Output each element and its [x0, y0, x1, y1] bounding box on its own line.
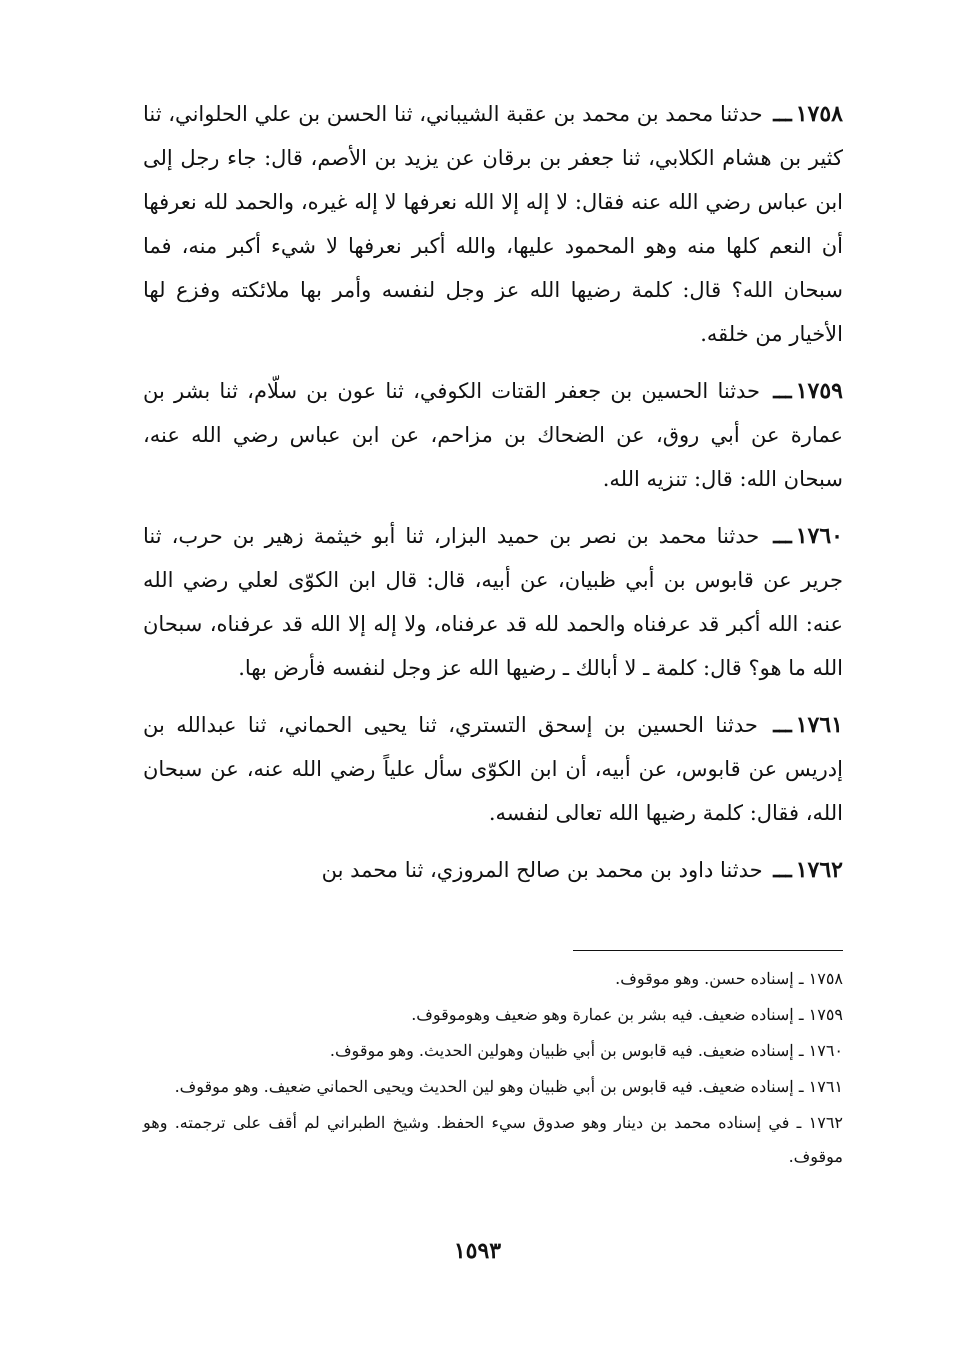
- hadith-text: حدثنا الحسين بن إسحق التستري، ثنا يحيى الحماني، ثنا عبدالله بن إدريس عن قابوس، عن أبيه، أن ابن الكوّى سأل علياً رضي الله عنه، عن سبحان الله، فقال: كلمة رضيها الله تعالى لنفسه.: [143, 713, 843, 825]
- footnote-divider: [573, 950, 843, 951]
- footnote-number: ١٧٦١: [808, 1077, 843, 1096]
- footnote-text: إسناده ضعيف. فيه بشر بن عمارة وهو ضعيف وهوموقوف.: [411, 1005, 794, 1024]
- hadith-text: حدثنا محمد بن محمد بن عقبة الشيباني، ثنا الحسن بن علي الحلواني، ثنا كثير بن هشام الكلابي، ثنا جعفر بن برقان عن يزيد بن الأصم، قال: جاء رجل إلى ابن عباس رضي الله عنه فقال: لا إله إلا الله نعرفها لا إله غيره، والحمد لله نعرفها أن النعم كلها منه وهو المحمود عليها، والله أكبر نعرفها لا شيء أكبر منه، فما سبحان الله؟ قال: كلمة رضيها الله عز وجل لنفسه وأمر بها ملائكته وفزع لها الأخيار من خلقه.: [143, 102, 843, 346]
- hadith-text: حدثنا الحسين بن جعفر القتات الكوفي، ثنا عون بن سلّام، ثنا بشر بن عمارة عن أبي روق، عن الضحاك بن مزاحم، عن ابن عباس رضي الله عنه، سبحان الله: قال: تنزيه الله.: [143, 379, 843, 491]
- hadith-paragraph: [143, 514, 843, 690]
- hadith-paragraph: [143, 848, 843, 892]
- footnote-number: ١٧٥٨: [808, 969, 843, 988]
- footnote-dash: ـ: [798, 1077, 804, 1096]
- hadith-paragraph: [143, 369, 843, 501]
- footnote-text: إسناده ضعيف. فيه قابوس بن أبي ظبيان وهو لين الحديث ويحيى الحماني ضعيف. وهو موقوف.: [174, 1077, 794, 1096]
- hadith-number: ١٧٦٢: [795, 857, 843, 883]
- hadith-dash: ـــ: [773, 101, 792, 126]
- footnote-item: [143, 962, 843, 996]
- footnote-text: إسناده ضعيف. فيه قابوس بن أبي ظبيان وهولين الحديث. وهو موقوف.: [329, 1041, 794, 1060]
- hadith-dash: ـــ: [773, 712, 792, 737]
- hadith-dash: ـــ: [773, 857, 792, 882]
- footnote-number: ١٧٦٢: [808, 1113, 844, 1132]
- hadith-paragraph: [143, 703, 843, 835]
- main-text: [143, 92, 843, 905]
- hadith-text: حدثنا محمد بن نصر بن حميد البزار، ثنا أبو خيثمة زهير بن حرب، ثنا جرير عن قابوس بن أبي ظبيان، عن أبيه، قال: قال ابن الكوّى لعلي رضي الله عنه: الله أكبر قد عرفناه والحمد لله قد عرفناه، ولا إله إلا الله قد عرفناه، سبحان الله ما هو؟ قال: كلمة ـ لا أبالك ـ رضيها الله عز وجل لنفسه فأرض بها.: [143, 524, 843, 680]
- footnote-number: ١٧٥٩: [808, 1005, 843, 1024]
- hadith-number: ١٧٦٠: [795, 523, 843, 549]
- page-number: ١٥٩٣: [453, 1238, 502, 1264]
- footnote-item: [143, 1034, 843, 1068]
- footnote-item: [143, 1106, 843, 1174]
- footnote-item: [143, 1070, 843, 1104]
- footnotes: [143, 962, 843, 1176]
- footnote-number: ١٧٦٠: [808, 1041, 843, 1060]
- footnote-dash: ـ: [798, 1005, 804, 1024]
- hadith-text: حدثنا داود بن محمد بن صالح المروزي، ثنا محمد بن: [321, 858, 763, 882]
- hadith-number: ١٧٥٩: [795, 378, 843, 404]
- footnote-item: [143, 998, 843, 1032]
- footnote-text: في إسناده محمد بن دينار وهو صدوق سيء الحفظ. وشيخ الطبراني لم أقف على ترجمته. وهو موقوف.: [143, 1113, 843, 1166]
- hadith-dash: ـــ: [773, 523, 792, 548]
- hadith-number: ١٧٦١: [795, 712, 843, 738]
- footnote-dash: ـ: [796, 1113, 802, 1132]
- footnote-text: إسناده حسن. وهو موقوف.: [615, 969, 794, 988]
- footnote-dash: ـ: [798, 1041, 804, 1060]
- footnote-dash: ـ: [798, 969, 804, 988]
- hadith-number: ١٧٥٨: [795, 101, 843, 127]
- hadith-paragraph: [143, 92, 843, 356]
- hadith-dash: ـــ: [773, 378, 792, 403]
